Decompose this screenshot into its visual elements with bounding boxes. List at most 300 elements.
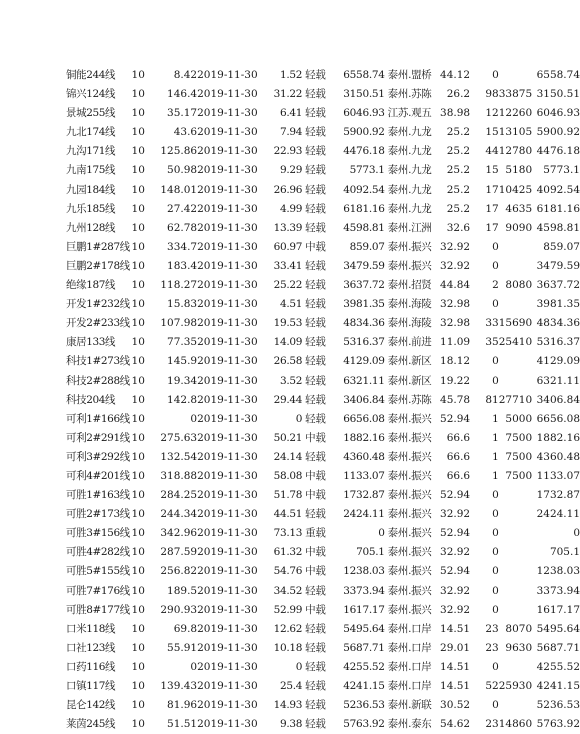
rate: 30.52: [440, 699, 471, 712]
table-cell: [326, 66, 432, 85]
table-cell: [262, 238, 326, 257]
date: 2019-11-30: [197, 164, 258, 177]
count: 0: [492, 259, 499, 272]
load-rate-status: 13.39 轻载: [273, 221, 326, 234]
line-name: 口药116线: [66, 660, 116, 673]
table-cell: [499, 391, 532, 410]
table-cell: [66, 543, 132, 562]
load-rate-status: 9.38 轻载: [279, 718, 326, 731]
table-cell: [262, 715, 326, 734]
table-cell: [262, 219, 326, 238]
table-cell: [499, 486, 532, 505]
date: 2019-11-30: [197, 660, 258, 673]
rate: 32.92: [440, 584, 471, 597]
load-value: 256.82: [160, 565, 198, 578]
table-cell: [132, 372, 158, 391]
table-cell: [499, 104, 532, 123]
load-value: 43.6: [173, 126, 198, 139]
rate: 25.2: [446, 126, 471, 139]
voltage-level: 10: [131, 641, 145, 654]
substation: 泰州.苏陈: [387, 393, 432, 406]
substation: 泰州.新区: [387, 374, 432, 387]
total-capacity: 3981.35: [536, 298, 580, 311]
table-cell: [197, 715, 262, 734]
date: 2019-11-30: [197, 412, 258, 425]
table-cell: [499, 219, 532, 238]
voltage-level: 10: [131, 336, 145, 349]
line-name: 九园184线: [66, 183, 116, 196]
voltage-level: 10: [131, 699, 145, 712]
table-cell: [499, 582, 532, 601]
table-cell: [158, 658, 197, 677]
table-cell: [326, 295, 432, 314]
table-cell: [432, 276, 471, 295]
date: 2019-11-30: [197, 699, 258, 712]
table-cell: [66, 620, 132, 639]
table-cell: [532, 238, 580, 257]
capacity: 3981.35: [343, 298, 385, 311]
table-cell: [197, 85, 262, 104]
load-value: 183.4: [167, 259, 198, 272]
total-capacity: 4241.15: [536, 680, 580, 692]
table-cell: [470, 181, 499, 200]
load-rate-status: 25.22 轻载: [273, 279, 326, 292]
table-cell: [470, 219, 499, 238]
table-cell: [158, 257, 197, 276]
count: 33: [485, 317, 499, 330]
date: 2019-11-30: [197, 622, 258, 635]
table-cell: [499, 562, 532, 581]
extra-value: 14860: [498, 718, 533, 731]
load-value: 27.42: [167, 202, 198, 215]
table-cell: [158, 295, 197, 314]
line-name: 九沟171线: [66, 145, 116, 158]
table-cell: [158, 314, 197, 333]
table-cell: [532, 352, 580, 371]
total-capacity: 4129.09: [536, 355, 580, 368]
table-row: [66, 448, 580, 467]
line-name: 巨鹏1#287线: [66, 240, 130, 253]
substation: 泰州.九龙: [387, 183, 432, 196]
date: 2019-11-30: [197, 336, 258, 349]
count: 23: [485, 718, 499, 731]
table-cell: [326, 85, 432, 104]
table-cell: [262, 467, 326, 486]
date: 2019-11-30: [197, 584, 258, 597]
table-cell: [158, 333, 197, 352]
table-cell: [470, 391, 499, 410]
substation: 泰州.江洲: [387, 221, 432, 234]
voltage-level: 10: [131, 469, 145, 482]
table-cell: [158, 410, 197, 429]
table-cell: [499, 200, 532, 219]
date: 2019-11-30: [197, 527, 258, 540]
table-cell: [197, 276, 262, 295]
substation: 泰州.振兴: [387, 603, 432, 616]
table-cell: [197, 161, 262, 180]
table-row: [66, 314, 580, 333]
substation: 泰州.新区: [387, 355, 432, 368]
load-value: 318.88: [160, 469, 198, 482]
load-rate-status: 50.21 中载: [273, 431, 326, 444]
table-cell: [432, 677, 471, 696]
voltage-level: 10: [131, 259, 145, 272]
rate: 18.12: [440, 355, 471, 368]
capacity: 4129.09: [343, 355, 385, 368]
rate: 32.98: [440, 298, 471, 311]
table-cell: [532, 372, 580, 391]
table-cell: [197, 524, 262, 543]
load-value: 287.59: [160, 546, 198, 559]
capacity: 5316.37: [343, 336, 385, 349]
table-cell: [470, 142, 499, 161]
table-cell: [197, 314, 262, 333]
table-cell: [326, 562, 432, 581]
table-cell: [432, 66, 471, 85]
table-cell: [470, 104, 499, 123]
substation: 泰州.振兴: [387, 489, 432, 502]
total-capacity: 3637.72: [536, 279, 580, 292]
extra-value: 7500: [505, 469, 533, 482]
capacity: 0: [378, 527, 385, 540]
line-name: 康居133线: [66, 336, 116, 349]
substation: 泰州.招贤: [387, 279, 432, 292]
table-cell: [326, 372, 432, 391]
substation: 泰州.振兴: [387, 431, 432, 444]
load-rate-status: 4.51 轻载: [279, 298, 326, 311]
table-cell: [262, 142, 326, 161]
table-cell: [532, 582, 580, 601]
load-value: 284.25: [160, 489, 198, 502]
table-cell: [197, 123, 262, 142]
table-cell: [499, 620, 532, 639]
count: 1: [492, 469, 499, 482]
voltage-level: 10: [131, 431, 145, 444]
voltage-level: 10: [131, 622, 145, 635]
table-cell: [66, 85, 132, 104]
total-capacity: 4255.52: [536, 660, 580, 673]
table-cell: [132, 582, 158, 601]
table-cell: [470, 372, 499, 391]
total-capacity: 1238.03: [536, 565, 580, 578]
table-cell: [432, 257, 471, 276]
table-row: [66, 257, 580, 276]
table-cell: [197, 429, 262, 448]
line-name: 可利4#201线: [66, 469, 130, 482]
table-cell: [326, 543, 432, 562]
rate: 66.6: [446, 431, 471, 444]
count: 12: [485, 107, 499, 120]
date: 2019-11-30: [197, 259, 258, 272]
table-row: [66, 582, 580, 601]
table-cell: [326, 696, 432, 715]
total-capacity: 3479.59: [536, 259, 580, 272]
table-cell: [158, 467, 197, 486]
date: 2019-11-30: [197, 298, 258, 311]
date: 2019-11-30: [197, 107, 258, 120]
table-cell: [532, 200, 580, 219]
table-body: [66, 66, 580, 734]
extra-value: 9630: [505, 641, 533, 654]
voltage-level: 10: [131, 546, 145, 559]
table-cell: [532, 276, 580, 295]
extra-value: 25930: [498, 680, 533, 692]
table-cell: [470, 543, 499, 562]
table-cell: [158, 219, 197, 238]
load-rate-status: 6.41 轻载: [279, 107, 326, 120]
total-capacity: 4360.48: [536, 450, 580, 463]
table-cell: [432, 295, 471, 314]
table-cell: [262, 85, 326, 104]
table-row: [66, 181, 580, 200]
load-rate-status: 9.29 轻载: [279, 164, 326, 177]
line-name: 可胜2#173线: [66, 508, 130, 521]
table-cell: [470, 524, 499, 543]
table-cell: [197, 391, 262, 410]
table-cell: [158, 391, 197, 410]
date: 2019-11-30: [197, 355, 258, 368]
count: 0: [492, 565, 499, 578]
capacity: 5763.92: [343, 718, 385, 731]
table-cell: [532, 524, 580, 543]
table-row: [66, 505, 580, 524]
table-cell: [132, 658, 158, 677]
substation: 泰州.口岸: [387, 641, 432, 654]
total-capacity: 6558.74: [536, 69, 580, 81]
table-cell: [499, 639, 532, 658]
date: 2019-11-30: [197, 565, 258, 578]
total-capacity: 3406.84: [536, 393, 580, 406]
substation: 泰州.九龙: [387, 145, 432, 158]
count: 0: [492, 298, 499, 311]
line-name: 可利3#292线: [66, 450, 130, 463]
load-value: 19.34: [167, 374, 198, 387]
load-rate-status: 4.99 轻载: [279, 202, 326, 215]
date: 2019-11-30: [197, 508, 258, 521]
voltage-level: 10: [131, 298, 145, 311]
table-cell: [262, 104, 326, 123]
voltage-level: 10: [131, 164, 145, 177]
table-cell: [432, 391, 471, 410]
line-name: 可胜7#176线: [66, 584, 130, 597]
load-value: 118.27: [160, 279, 198, 292]
line-name: 口社123线: [66, 641, 116, 654]
table-cell: [499, 658, 532, 677]
table-cell: [532, 161, 580, 180]
table-cell: [66, 505, 132, 524]
voltage-level: 10: [131, 374, 145, 387]
total-capacity: 4598.81: [536, 221, 580, 234]
capacity: 1617.17: [343, 603, 385, 616]
table-cell: [197, 448, 262, 467]
table-cell: [432, 486, 471, 505]
table-cell: [197, 181, 262, 200]
line-name: 锦兴124线: [66, 88, 116, 101]
table-cell: [432, 696, 471, 715]
extra-value: 9090: [505, 221, 533, 234]
table-cell: [326, 276, 432, 295]
table-cell: [262, 677, 326, 696]
table-cell: [132, 677, 158, 696]
table-cell: [158, 677, 197, 696]
total-capacity: 4092.54: [536, 183, 580, 196]
table-cell: [470, 505, 499, 524]
line-name: 开发1#232线: [66, 298, 130, 311]
table-cell: [66, 372, 132, 391]
capacity: 2424.11: [343, 508, 385, 521]
table-cell: [532, 391, 580, 410]
extra-value: 12780: [498, 145, 533, 158]
table-cell: [158, 505, 197, 524]
table-cell: [132, 524, 158, 543]
table-row: [66, 696, 580, 715]
table-cell: [532, 448, 580, 467]
date: 2019-11-30: [197, 431, 258, 444]
table-cell: [66, 104, 132, 123]
table-row: [66, 620, 580, 639]
total-capacity: 3373.94: [536, 584, 580, 597]
capacity: 6046.93: [343, 107, 385, 120]
table-cell: [197, 142, 262, 161]
extra-value: 12260: [498, 107, 533, 120]
table-cell: [66, 161, 132, 180]
table-cell: [262, 639, 326, 658]
table-cell: [499, 161, 532, 180]
rate: 45.78: [440, 393, 471, 406]
line-name: 科技204线: [66, 393, 116, 406]
total-capacity: 6321.11: [536, 374, 580, 387]
table-cell: [262, 410, 326, 429]
total-capacity: 5236.53: [536, 699, 580, 712]
table-cell: [432, 543, 471, 562]
table-cell: [326, 448, 432, 467]
substation: 泰州.振兴: [387, 508, 432, 521]
line-name: 九州128线: [66, 221, 116, 234]
table-cell: [432, 582, 471, 601]
extra-value: 27710: [498, 393, 533, 406]
table-cell: [470, 66, 499, 85]
rate: 25.2: [446, 202, 471, 215]
table-cell: [432, 448, 471, 467]
table-cell: [158, 524, 197, 543]
table-cell: [197, 295, 262, 314]
table-cell: [158, 429, 197, 448]
date: 2019-11-30: [197, 469, 258, 482]
table-cell: [132, 123, 158, 142]
table-cell: [66, 448, 132, 467]
table-cell: [432, 715, 471, 734]
rate: 66.6: [446, 469, 471, 482]
table-cell: [326, 123, 432, 142]
table-cell: [532, 104, 580, 123]
line-name: 可胜8#177线: [66, 603, 130, 616]
table-cell: [326, 314, 432, 333]
table-row: [66, 486, 580, 505]
table-cell: [132, 295, 158, 314]
rate: 32.92: [440, 240, 471, 253]
capacity: 1732.87: [343, 489, 385, 502]
table-cell: [499, 352, 532, 371]
load-value: 125.86: [160, 145, 198, 158]
table-cell: [262, 505, 326, 524]
rate: 38.98: [440, 107, 471, 120]
rate: 52.94: [440, 489, 471, 502]
table-cell: [326, 524, 432, 543]
table-cell: [499, 715, 532, 734]
table-cell: [470, 429, 499, 448]
table-cell: [158, 372, 197, 391]
table-row: [66, 467, 580, 486]
table-row: [66, 142, 580, 161]
total-capacity: 6181.16: [536, 202, 580, 215]
load-value: 189.5: [167, 584, 198, 597]
load-value: 290.93: [160, 603, 198, 616]
table-cell: [66, 601, 132, 620]
table-cell: [158, 276, 197, 295]
table-cell: [499, 410, 532, 429]
table-cell: [432, 410, 471, 429]
voltage-level: 10: [131, 240, 145, 253]
line-name: 可利1#166线: [66, 412, 130, 425]
line-name: 开发2#233线: [66, 317, 130, 330]
table-cell: [158, 448, 197, 467]
count: 81: [485, 393, 499, 406]
load-rate-status: 22.93 轻载: [273, 145, 326, 158]
table-cell: [197, 677, 262, 696]
rate: 66.6: [446, 450, 471, 463]
table-cell: [132, 333, 158, 352]
table-cell: [132, 181, 158, 200]
table-cell: [532, 505, 580, 524]
extra-value: 13105: [498, 126, 533, 139]
table-cell: [326, 238, 432, 257]
table-cell: [326, 181, 432, 200]
line-name: 九乐185线: [66, 202, 116, 215]
table-cell: [499, 505, 532, 524]
table-cell: [432, 200, 471, 219]
line-name: 可胜3#156线: [66, 527, 130, 540]
capacity: 859.07: [349, 240, 385, 253]
load-rate-status: 19.53 轻载: [273, 317, 326, 330]
table-cell: [132, 486, 158, 505]
date: 2019-11-30: [197, 374, 258, 387]
rate: 32.92: [440, 603, 471, 616]
capacity: 4476.18: [343, 145, 385, 158]
count: 0: [492, 355, 499, 368]
table-cell: [326, 658, 432, 677]
table-cell: [158, 639, 197, 658]
rate: 44.84: [440, 279, 471, 292]
table-row: [66, 104, 580, 123]
voltage-level: 10: [131, 527, 145, 540]
voltage-level: 10: [131, 412, 145, 425]
count: 0: [492, 699, 499, 712]
rate: 54.62: [440, 718, 471, 731]
table-cell: [499, 85, 532, 104]
date: 2019-11-30: [197, 221, 258, 234]
load-value: 15.83: [167, 298, 198, 311]
load-value: 132.54: [160, 450, 198, 463]
table-row: [66, 715, 580, 734]
line-name: 口镇117线: [66, 680, 116, 692]
table-cell: [132, 639, 158, 658]
table-row: [66, 295, 580, 314]
voltage-level: 10: [131, 718, 145, 731]
voltage-level: 10: [131, 489, 145, 502]
line-name: 口米118线: [66, 622, 116, 635]
table-cell: [432, 505, 471, 524]
table-cell: [470, 582, 499, 601]
